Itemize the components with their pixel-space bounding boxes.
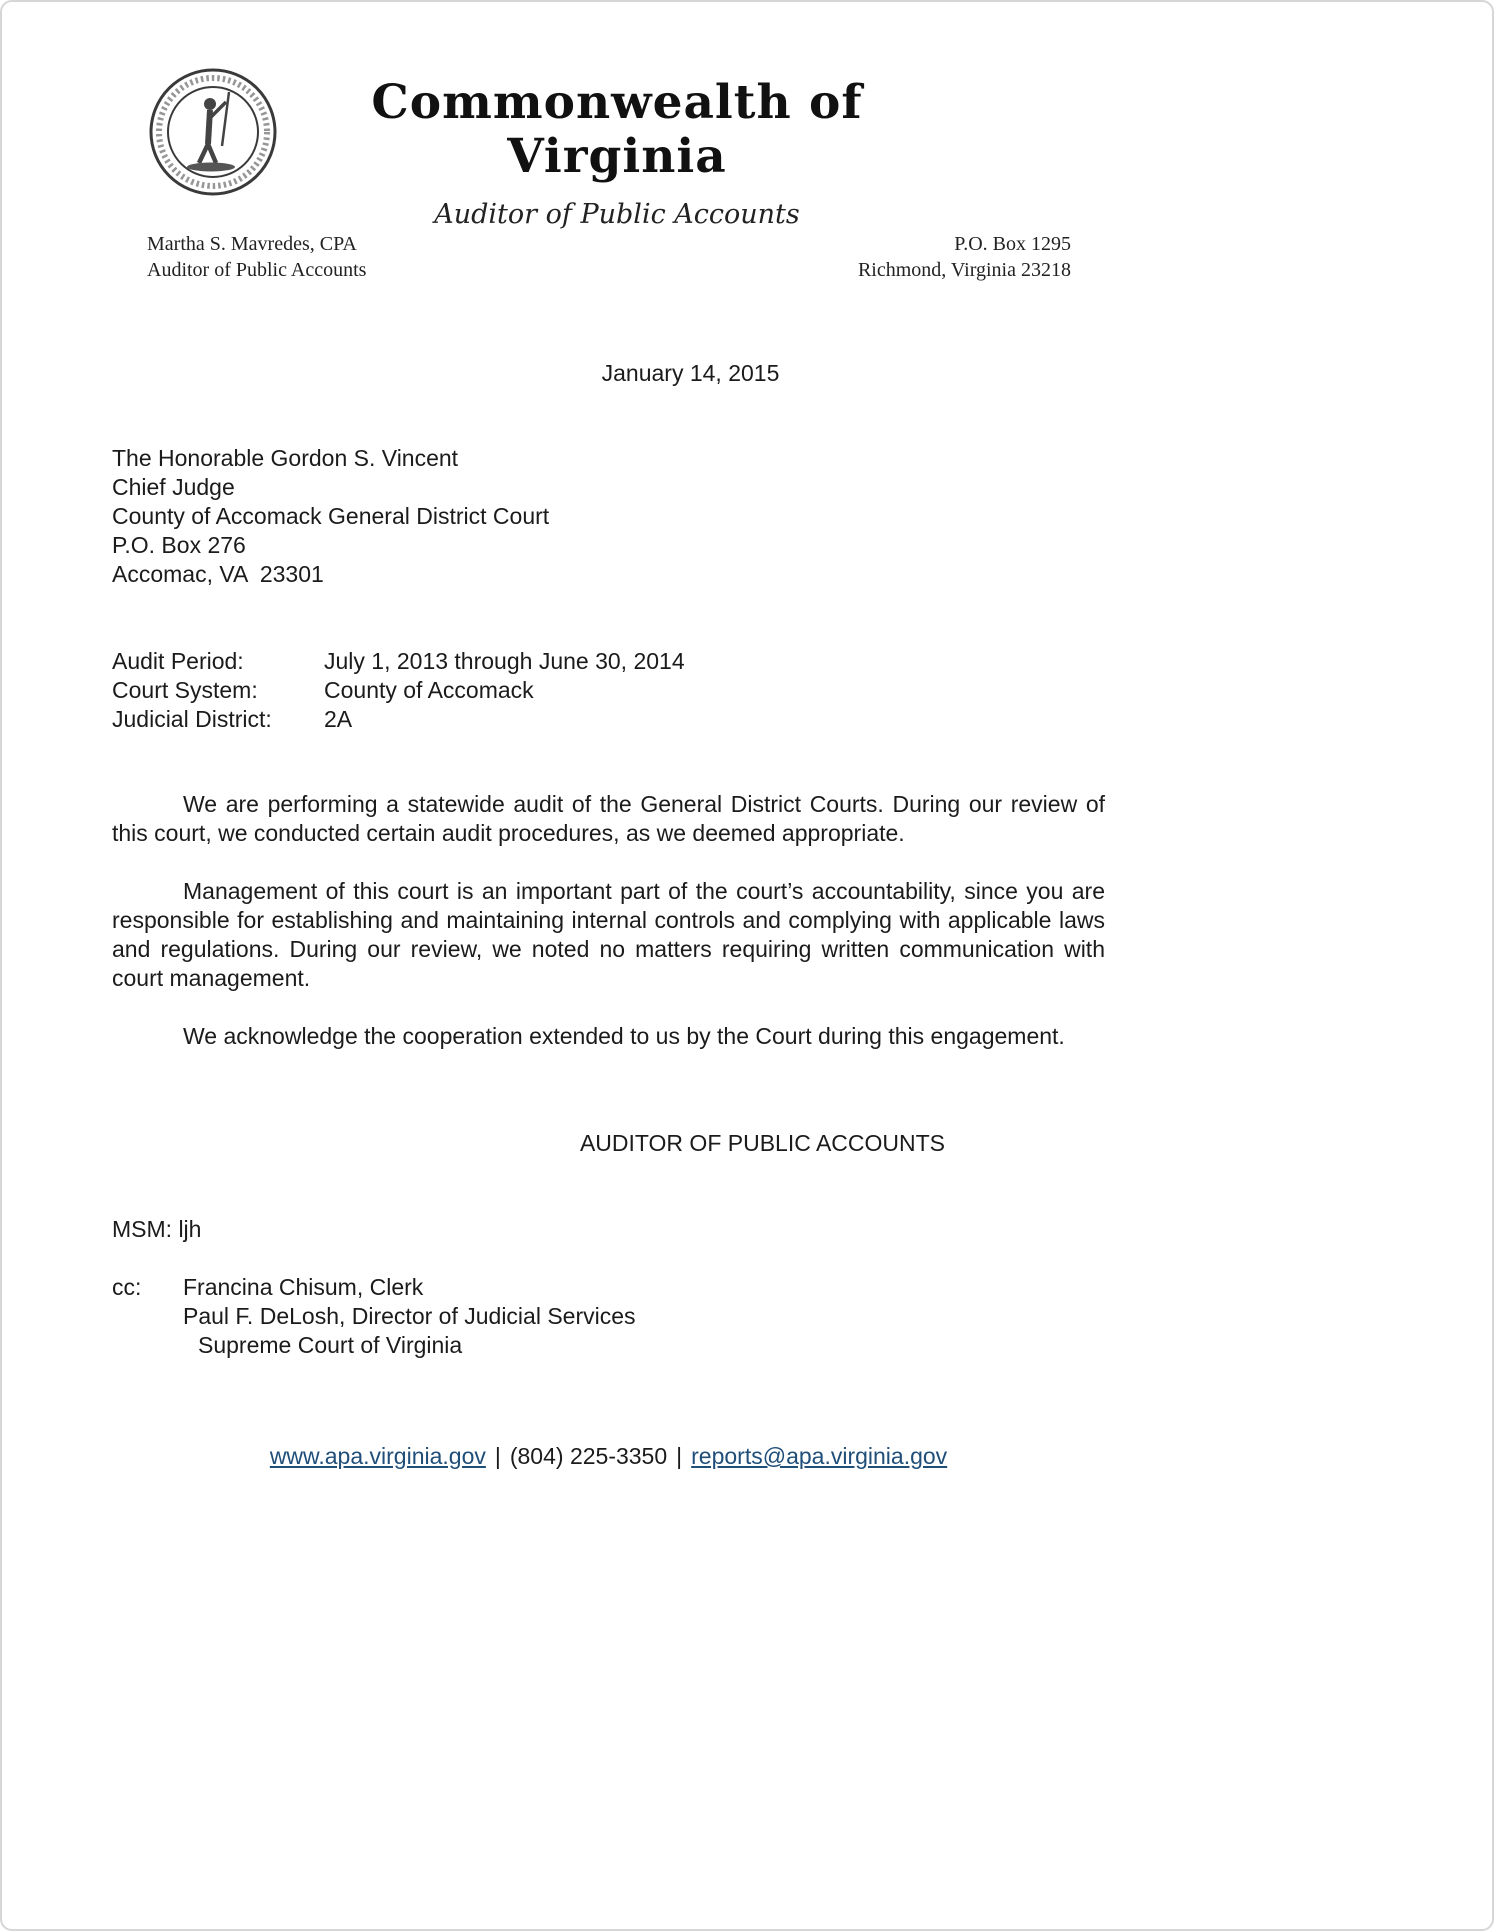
page-footer xyxy=(112,1442,1105,1471)
official-title: Auditor of Public Accounts xyxy=(147,259,367,281)
phone-number: (804) 225-3350 xyxy=(509,1443,668,1469)
audit-info-row xyxy=(112,705,1105,734)
cc-line: Supreme Court of Virginia xyxy=(198,1332,463,1358)
office-po-box: P.O. Box 1295 xyxy=(954,233,1071,255)
org-name: Commonwealth of Virginia xyxy=(371,75,863,184)
letterhead-contact-row xyxy=(112,231,1105,283)
body-paragraph: Management of this court is an important part of the court’s accountability, since you are responsible for establishing and maintaining internal controls and complying with applicable laws and regulations. During our review, we noted no matters requiring written communication with court management. xyxy=(112,878,1105,991)
org-subtitle: Auditor of Public Accounts xyxy=(434,199,800,230)
recipient-line: County of Accomack General District Court xyxy=(112,503,550,529)
audit-period-value: July 1, 2013 through June 30, 2014 xyxy=(324,648,685,674)
judicial-district-value: 2A xyxy=(324,706,353,732)
recipient-line: The Honorable Gordon S. Vincent xyxy=(112,445,459,471)
cc-line: Paul F. DeLosh, Director of Judicial Services xyxy=(183,1303,636,1329)
recipient-line: Accomac, VA 23301 xyxy=(112,561,324,587)
signature-line: AUDITOR OF PUBLIC ACCOUNTS xyxy=(579,1130,946,1156)
cc-line: Francina Chisum, Clerk xyxy=(183,1274,424,1300)
official-name: Martha S. Mavredes, CPA xyxy=(147,233,357,255)
letter-date: January 14, 2015 xyxy=(601,360,780,386)
reference-initials: MSM: ljh xyxy=(112,1216,202,1242)
judicial-district-label: Judicial District: xyxy=(112,706,272,732)
body-paragraph: We are performing a statewide audit of the General District Courts. During our review of this court, we conducted certain audit procedures, as we deemed appropriate. xyxy=(112,791,1105,846)
website-link[interactable]: www.apa.virginia.gov xyxy=(269,1443,486,1469)
court-system-label: Court System: xyxy=(112,677,258,703)
audit-info-row xyxy=(112,676,1105,705)
office-city-line: Richmond, Virginia 23218 xyxy=(857,259,1071,281)
footer-separator: | xyxy=(494,1443,501,1469)
body-paragraph: We acknowledge the cooperation extended to us by the Court during this engagement. xyxy=(183,1023,1065,1049)
virginia-seal-icon xyxy=(147,66,279,198)
footer-separator: | xyxy=(676,1443,683,1469)
court-system-value: County of Accomack xyxy=(324,677,534,703)
recipient-line: P.O. Box 276 xyxy=(112,532,246,558)
email-link[interactable]: reports@apa.virginia.gov xyxy=(691,1443,948,1469)
audit-info-block xyxy=(112,647,1105,734)
audit-period-label: Audit Period: xyxy=(112,648,244,674)
audit-info-row xyxy=(112,647,1105,676)
recipient-line: Chief Judge xyxy=(112,474,235,500)
recipient-address-block xyxy=(112,444,1105,589)
cc-block xyxy=(112,1273,1105,1360)
letterhead xyxy=(112,66,1105,229)
cc-label: cc: xyxy=(112,1274,142,1300)
